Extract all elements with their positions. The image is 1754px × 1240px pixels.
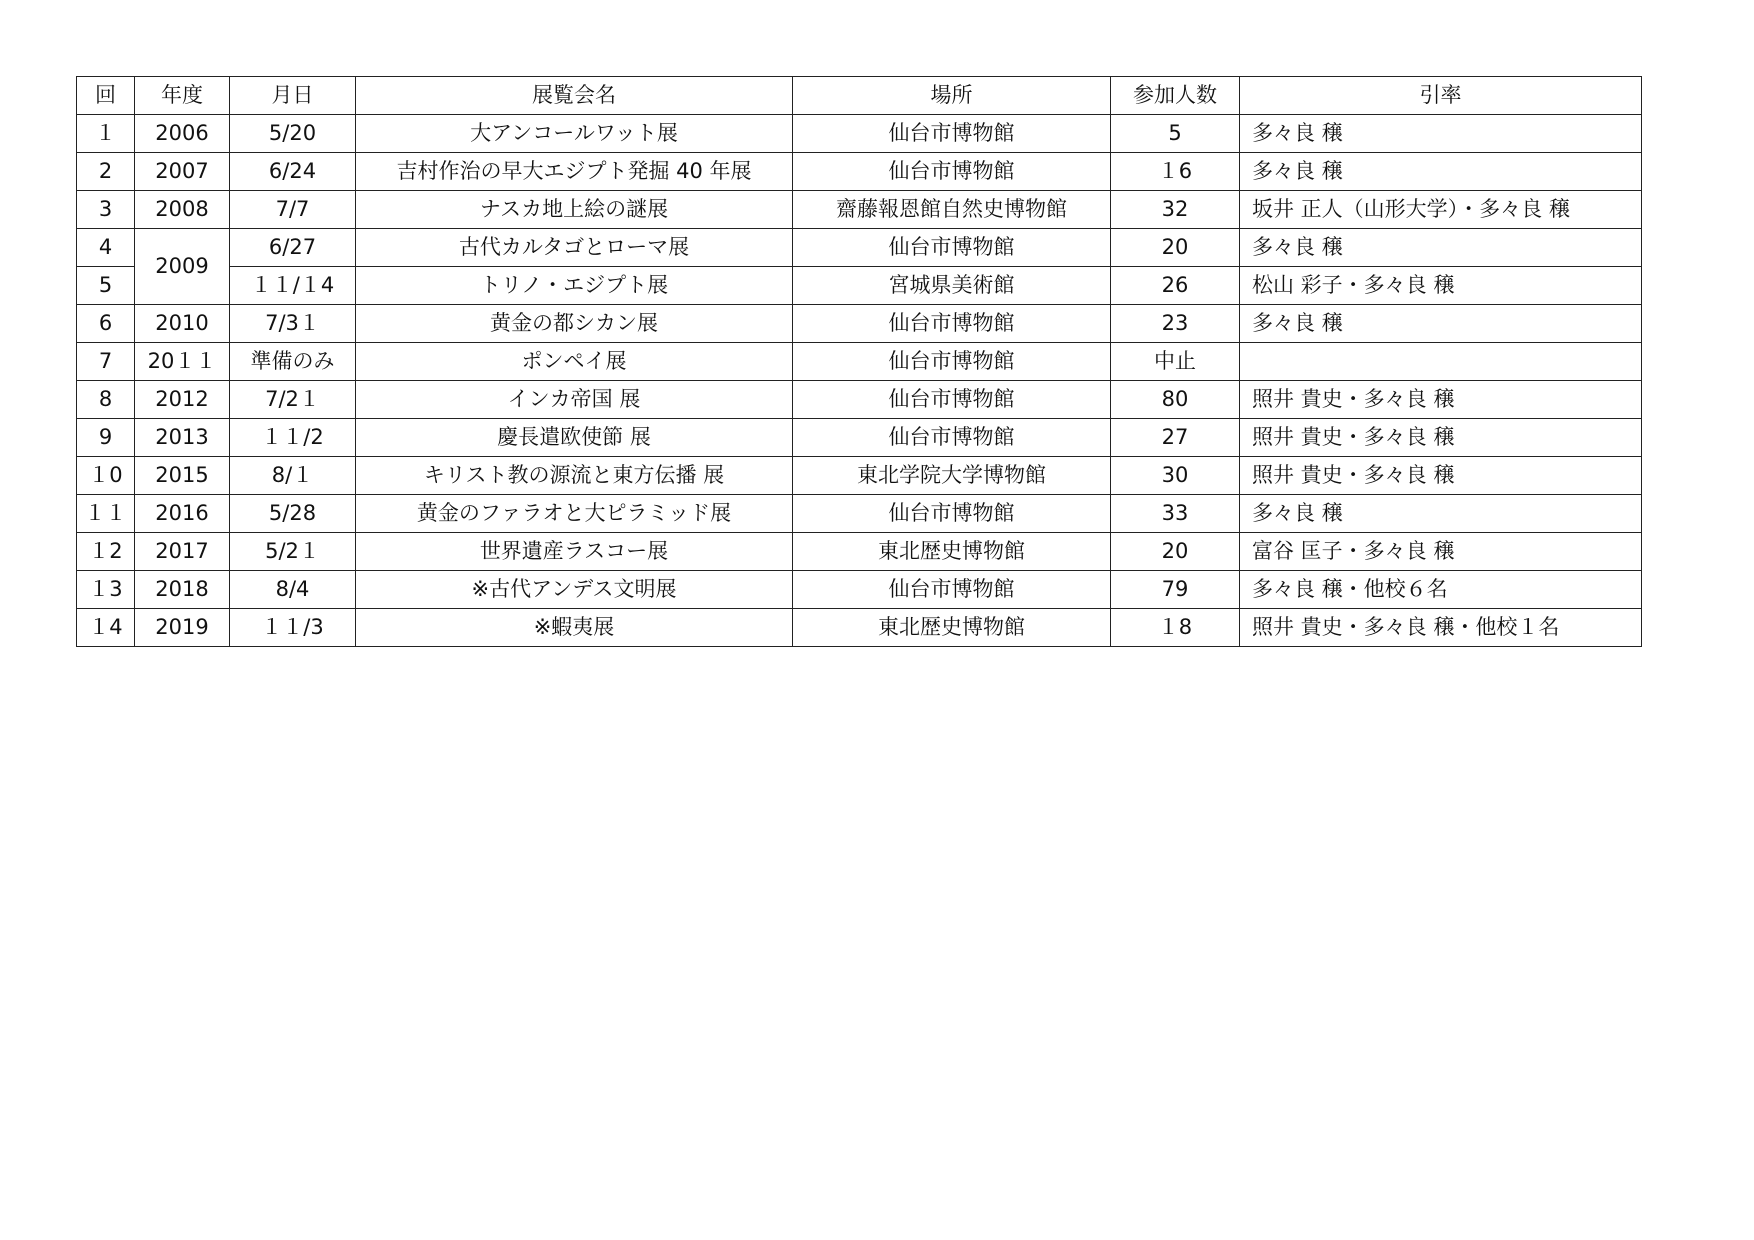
cell-place: 東北歴史博物館 [793,609,1111,647]
cell-year: 2013 [135,419,230,457]
cell-place: 仙台市博物館 [793,495,1111,533]
cell-date: １１/１4 [230,267,356,305]
cell-participants: １8 [1111,609,1240,647]
cell-date: 5/2１ [230,533,356,571]
header-exhibition-name: 展覧会名 [356,77,793,115]
cell-exhibition-name: トリノ・エジプト展 [356,267,793,305]
table-body [77,115,1642,647]
cell-participants: 79 [1111,571,1240,609]
cell-no: 3 [77,191,135,229]
cell-exhibition-name: 慶長遣欧使節 展 [356,419,793,457]
table-row [77,305,1642,343]
cell-date: 7/7 [230,191,356,229]
cell-year: 2019 [135,609,230,647]
cell-year: 2006 [135,115,230,153]
cell-no: １3 [77,571,135,609]
cell-participants: 33 [1111,495,1240,533]
cell-leader: 多々良 穣 [1240,229,1642,267]
cell-leader: 富谷 匡子・多々良 穣 [1240,533,1642,571]
cell-no: １2 [77,533,135,571]
cell-place: 仙台市博物館 [793,305,1111,343]
cell-no: 4 [77,229,135,267]
cell-participants: １6 [1111,153,1240,191]
cell-place: 仙台市博物館 [793,115,1111,153]
cell-year: 20１１ [135,343,230,381]
exhibition-table [76,76,1642,647]
cell-participants: 20 [1111,533,1240,571]
cell-year: 2010 [135,305,230,343]
table-row [77,533,1642,571]
cell-exhibition-name: ※蝦夷展 [356,609,793,647]
cell-year: 2008 [135,191,230,229]
table-row [77,229,1642,267]
table-row [77,343,1642,381]
cell-place: 宮城県美術館 [793,267,1111,305]
cell-leader: 多々良 穣 [1240,495,1642,533]
cell-participants: 32 [1111,191,1240,229]
cell-year: 2017 [135,533,230,571]
cell-place: 仙台市博物館 [793,343,1111,381]
header-place: 場所 [793,77,1111,115]
cell-leader: 照井 貴史・多々良 穣 [1240,381,1642,419]
cell-participants: 20 [1111,229,1240,267]
cell-exhibition-name: キリスト教の源流と東方伝播 展 [356,457,793,495]
cell-no: 6 [77,305,135,343]
cell-leader: 照井 貴史・多々良 穣 [1240,419,1642,457]
cell-date: 5/20 [230,115,356,153]
table-row [77,609,1642,647]
table-row [77,571,1642,609]
cell-participants: 27 [1111,419,1240,457]
table-row [77,419,1642,457]
cell-place: 東北歴史博物館 [793,533,1111,571]
header-no: 回 [77,77,135,115]
cell-exhibition-name: 吉村作治の早大エジプト発掘 40 年展 [356,153,793,191]
cell-date: 7/3１ [230,305,356,343]
cell-participants: 5 [1111,115,1240,153]
cell-leader: 多々良 穣 [1240,305,1642,343]
header-leader: 引率 [1240,77,1642,115]
table-row [77,267,1642,305]
cell-no: 2 [77,153,135,191]
cell-exhibition-name: インカ帝国 展 [356,381,793,419]
table-row [77,153,1642,191]
cell-exhibition-name: ポンペイ展 [356,343,793,381]
cell-exhibition-name: 大アンコールワット展 [356,115,793,153]
cell-participants: 30 [1111,457,1240,495]
cell-date: 8/１ [230,457,356,495]
cell-place: 仙台市博物館 [793,229,1111,267]
cell-year: 2007 [135,153,230,191]
header-date: 月日 [230,77,356,115]
cell-leader: 松山 彩子・多々良 穣 [1240,267,1642,305]
cell-leader [1240,343,1642,381]
cell-date: １１/2 [230,419,356,457]
table-row [77,495,1642,533]
cell-date: 7/2１ [230,381,356,419]
cell-leader: 照井 貴史・多々良 穣・他校１名 [1240,609,1642,647]
cell-exhibition-name: 世界遺産ラスコー展 [356,533,793,571]
cell-participants: 26 [1111,267,1240,305]
table-row [77,115,1642,153]
cell-participants: 80 [1111,381,1240,419]
cell-no: １0 [77,457,135,495]
cell-exhibition-name: ※古代アンデス文明展 [356,571,793,609]
cell-year: 2015 [135,457,230,495]
cell-place: 東北学院大学博物館 [793,457,1111,495]
table-header-row [77,77,1642,115]
cell-date: 6/27 [230,229,356,267]
cell-date: １１/3 [230,609,356,647]
cell-leader: 多々良 穣 [1240,153,1642,191]
cell-exhibition-name: 黄金のファラオと大ピラミッド展 [356,495,793,533]
cell-participants: 中止 [1111,343,1240,381]
cell-exhibition-name: 黄金の都シカン展 [356,305,793,343]
cell-participants: 23 [1111,305,1240,343]
cell-leader: 多々良 穣・他校６名 [1240,571,1642,609]
table-row [77,381,1642,419]
cell-place: 仙台市博物館 [793,419,1111,457]
cell-date: 準備のみ [230,343,356,381]
cell-exhibition-name: ナスカ地上絵の謎展 [356,191,793,229]
cell-no: 8 [77,381,135,419]
cell-leader: 坂井 正人（山形大学）・多々良 穣 [1240,191,1642,229]
cell-leader: 照井 貴史・多々良 穣 [1240,457,1642,495]
cell-no: １ [77,115,135,153]
cell-year: 2009 [135,229,230,305]
table-row [77,191,1642,229]
cell-date: 5/28 [230,495,356,533]
cell-no: 9 [77,419,135,457]
cell-place: 仙台市博物館 [793,153,1111,191]
cell-year: 2018 [135,571,230,609]
header-year: 年度 [135,77,230,115]
cell-year: 2016 [135,495,230,533]
cell-no: 5 [77,267,135,305]
cell-date: 6/24 [230,153,356,191]
cell-place: 仙台市博物館 [793,381,1111,419]
cell-exhibition-name: 古代カルタゴとローマ展 [356,229,793,267]
header-participants: 参加人数 [1111,77,1240,115]
cell-no: １4 [77,609,135,647]
cell-no: 7 [77,343,135,381]
cell-place: 仙台市博物館 [793,571,1111,609]
cell-date: 8/4 [230,571,356,609]
cell-leader: 多々良 穣 [1240,115,1642,153]
cell-place: 齋藤報恩館自然史博物館 [793,191,1111,229]
cell-no: １１ [77,495,135,533]
cell-year: 2012 [135,381,230,419]
table-row [77,457,1642,495]
